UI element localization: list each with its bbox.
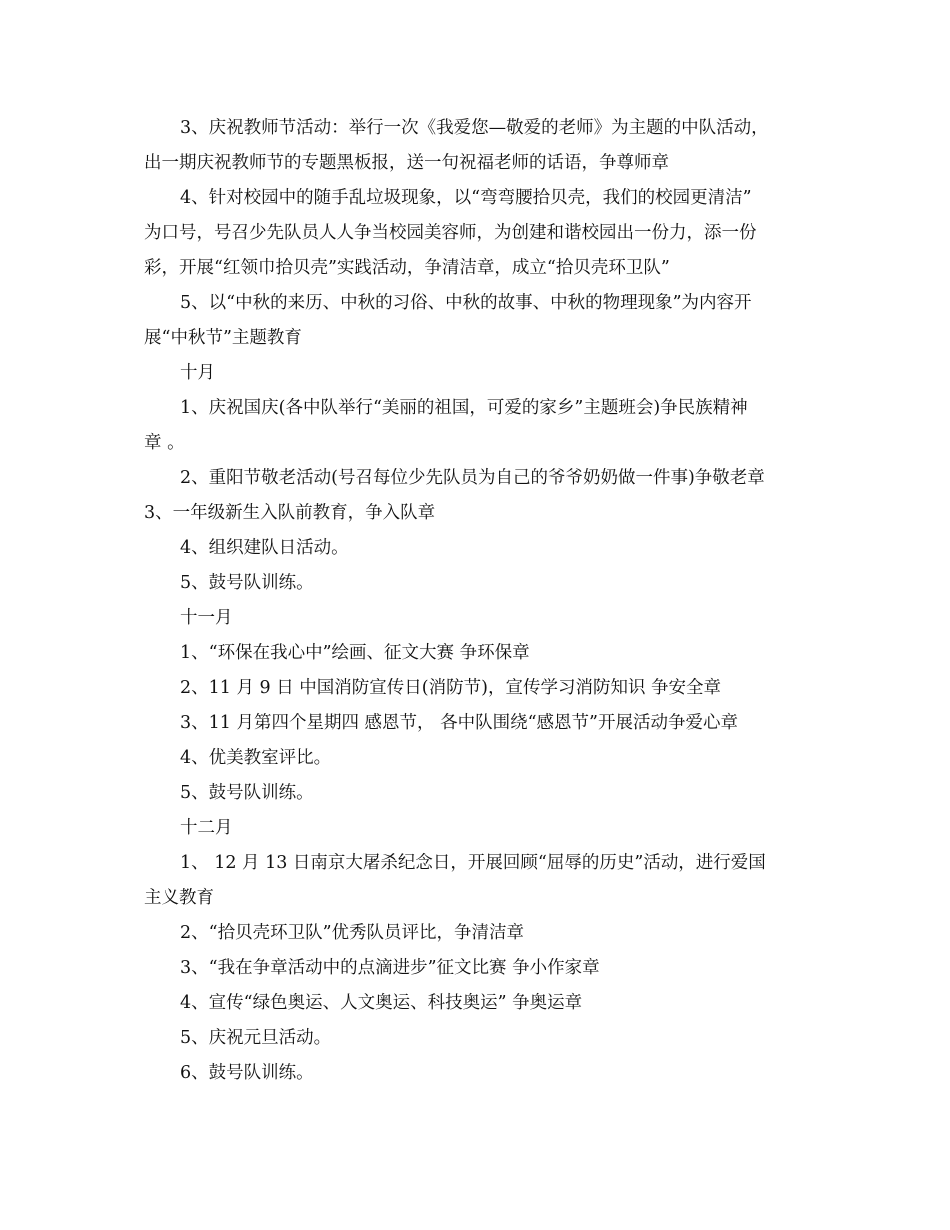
paragraph-line: 4、优美教室评比。	[180, 748, 332, 768]
paragraph-line: 5、庆祝元旦活动。	[180, 1028, 332, 1048]
paragraph-line: 2、“拾贝壳环卫队”优秀队员评比，争清洁章	[180, 923, 525, 943]
paragraph-line: 章 。	[144, 433, 185, 453]
paragraph-line: 2、11 月 9 日 中国消防宣传日(消防节)，宣传学习消防知识 争安全章	[180, 678, 722, 698]
paragraph-line: 5、鼓号队训练。	[180, 783, 314, 803]
paragraph-line: 1、 12 月 13 日南京大屠杀纪念日，开展回顾“屈辱的历史”活动，进行爱国	[180, 853, 766, 873]
paragraph-line: 3、一年级新生入队前教育，争入队章	[144, 503, 436, 523]
paragraph-line: 出一期庆祝教师节的专题黑板报，送一句祝福老师的话语，争尊师章	[144, 153, 669, 173]
paragraph-line: 2、重阳节敬老活动(号召每位少先队员为自己的爷爷奶奶做一件事)争敬老章	[180, 468, 765, 488]
paragraph-line: 彩，开展“红领巾拾贝壳”实践活动，争清洁章，成立“拾贝壳环卫队”	[144, 258, 670, 278]
paragraph-line: 1、“环保在我心中”绘画、征文大赛 争环保章	[180, 643, 530, 663]
paragraph-line: 3、11 月第四个星期四 感恩节， 各中队围绕“感恩节”开展活动争爱心章	[180, 713, 738, 733]
paragraph-line: 为口号，号召少先队员人人争当校园美容师，为创建和谐校园出一份力，添一份	[144, 223, 757, 243]
paragraph-line: 3、庆祝教师节活动：举行一次《我爱您—敬爱的老师》为主题的中队活动，	[180, 118, 769, 138]
paragraph-line: 5、以“中秋的来历、中秋的习俗、中秋的故事、中秋的物理现象”为内容开	[180, 293, 752, 313]
paragraph-line: 展“中秋节”主题教育	[144, 328, 302, 348]
paragraph-line: 5、鼓号队训练。	[180, 573, 314, 593]
month-heading: 十月	[180, 363, 215, 383]
paragraph-line: 4、宣传“绿色奥运、人文奥运、科技奥运” 争奥运章	[180, 993, 583, 1013]
paragraph-line: 4、针对校园中的随手乱垃圾现象，以“弯弯腰拾贝壳，我们的校园更清洁”	[180, 188, 752, 208]
paragraph-line: 1、庆祝国庆(各中队举行“美丽的祖国，可爱的家乡”主题班会)争民族精神	[180, 398, 748, 418]
paragraph-line: 3、“我在争章活动中的点滴进步”征文比赛 争小作家章	[180, 958, 600, 978]
paragraph-line: 主义教育	[144, 888, 214, 908]
month-heading: 十二月	[180, 818, 233, 838]
paragraph-line: 4、组织建队日活动。	[180, 538, 349, 558]
paragraph-line: 6、鼓号队训练。	[180, 1063, 314, 1083]
month-heading: 十一月	[180, 608, 233, 628]
